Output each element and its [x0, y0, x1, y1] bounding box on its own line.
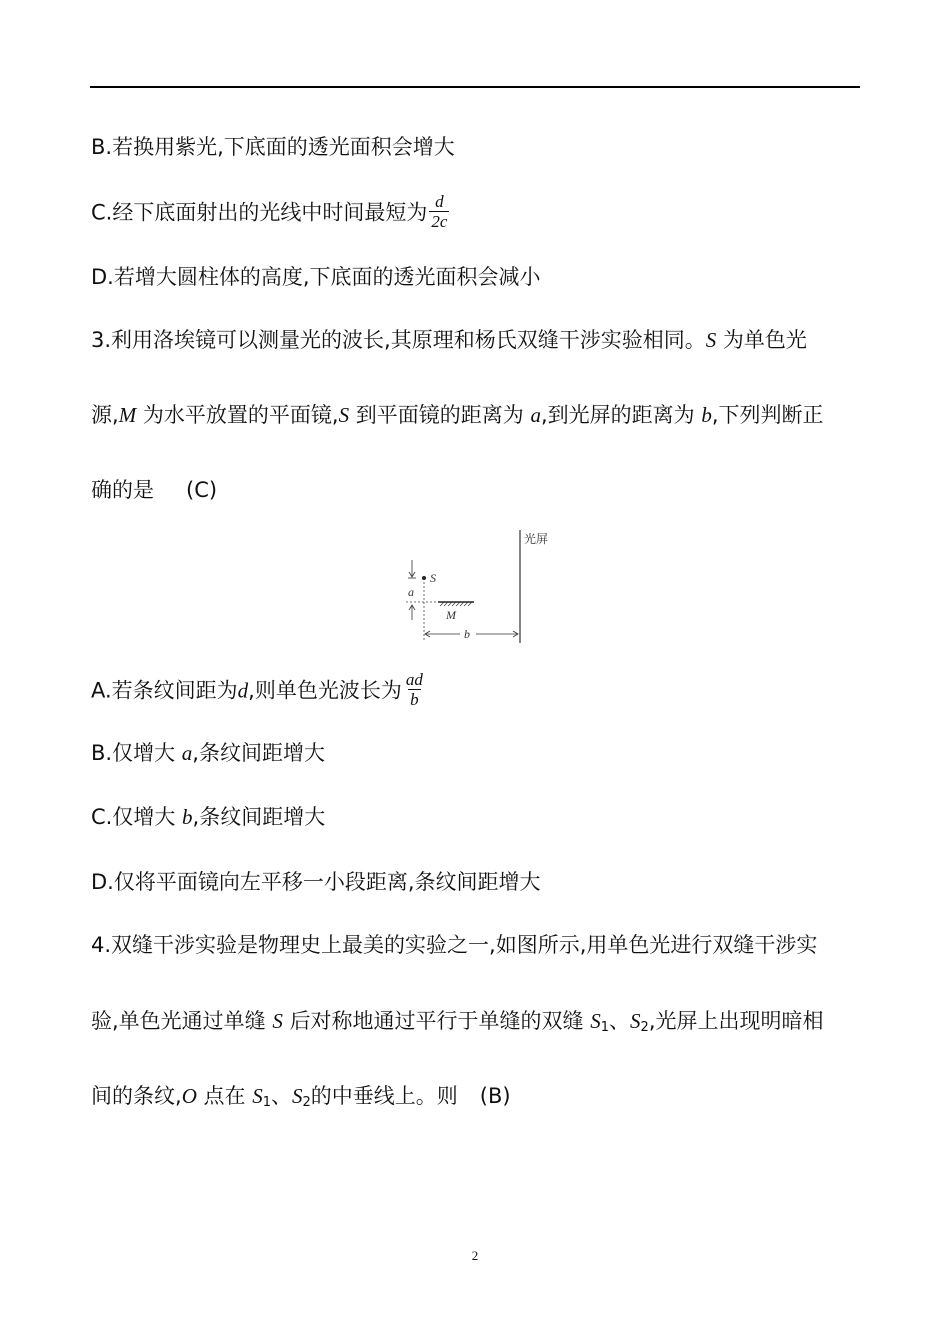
- header-rule: [90, 86, 860, 88]
- label-b: b: [464, 627, 470, 641]
- lloyd-mirror-diagram: [400, 526, 560, 650]
- fraction-d-over-2c: $\frac{d}{2c}$: [431, 192, 448, 231]
- label-m: M: [446, 608, 456, 622]
- q3-line-3: 确的是 (C): [91, 478, 218, 502]
- option-d-prev: D.若增大圆柱体的高度,下底面的透光面积会减小: [91, 265, 541, 289]
- q3-line-2: 源,M 为水平放置的平面镜,S 到平面镜的距离为 a,到光屏的距离为 b,下列判断正: [91, 403, 824, 427]
- q4-line-2: 验,单色光通过单缝 S 后对称地通过平行于单缝的双缝 S1、S2,光屏上出现明暗相: [91, 1009, 824, 1035]
- q3-option-b: B.仅增大 a,条纹间距增大: [91, 741, 325, 765]
- q3-answer: (C): [186, 478, 218, 502]
- option-b-prev: B.若换用紫光,下底面的透光面积会增大: [91, 135, 455, 159]
- q3-option-a: A.若条纹间距为d,则单色光波长为 $\frac{ad}{b}$: [91, 670, 423, 709]
- q4-line-1: 4.双缝干涉实验是物理史上最美的实验之一,如图所示,用单色光进行双缝干涉实: [91, 933, 818, 957]
- q3-option-d: D.仅将平面镜向左平移一小段距离,条纹间距增大: [91, 870, 541, 894]
- page-number: 2: [471, 1248, 479, 1263]
- option-c-prev: C.经下底面射出的光线中时间最短为 $\frac{d}{2c}$: [91, 192, 448, 231]
- fraction-ad-over-b: $\frac{ad}{b}$: [405, 670, 423, 709]
- label-s: S: [430, 571, 436, 585]
- source-point: [422, 576, 426, 580]
- q4-line-3: 间的条纹,O 点在 S1、S2的中垂线上。则 (B): [91, 1084, 511, 1110]
- q3-option-c: C.仅增大 b,条纹间距增大: [91, 805, 326, 829]
- screen-label: 光屏: [524, 532, 549, 546]
- label-a: a: [408, 585, 414, 599]
- q3-line-1: 3.利用洛埃镜可以测量光的波长,其原理和杨氏双缝干涉实验相同。S 为单色光: [91, 328, 807, 352]
- q4-answer: (B): [479, 1084, 511, 1108]
